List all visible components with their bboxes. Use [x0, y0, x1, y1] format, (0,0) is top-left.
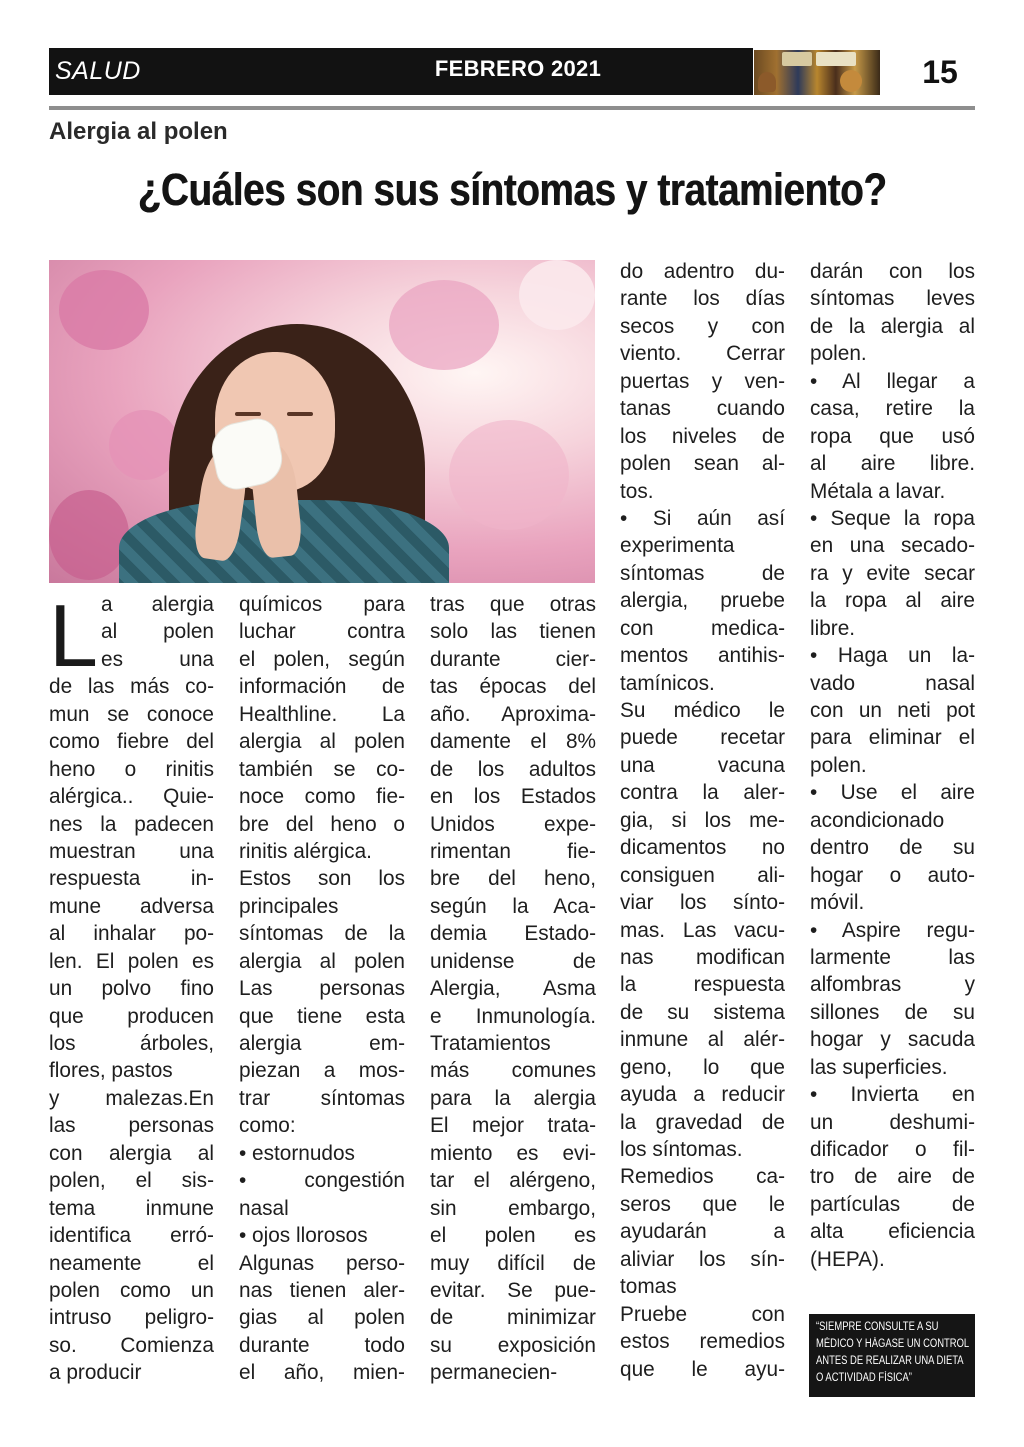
text-line: estos remedios — [620, 1330, 785, 1354]
text-line: heno o rinitis — [49, 757, 214, 781]
text-line: alérgica.. Quie- — [49, 785, 214, 809]
text-line: rante los días — [620, 287, 785, 311]
text-line: las personas — [49, 1114, 214, 1138]
text-line: mentos antihis- — [620, 644, 785, 668]
text-line: • congestión — [239, 1169, 405, 1193]
text-line: • Al llegar a — [810, 369, 975, 393]
text-line: principales — [239, 894, 339, 918]
text-line: intruso peligro- — [49, 1306, 214, 1330]
text-line: geno, lo que — [620, 1055, 785, 1079]
text-line: seros que le — [620, 1192, 785, 1216]
text-line: tro de aire de — [810, 1165, 975, 1189]
text-line: e Inmunología. — [430, 1004, 596, 1028]
text-line: síntomas de la — [239, 922, 405, 946]
text-line: aliviar los sín- — [620, 1247, 785, 1271]
text-line: más comunes — [430, 1059, 596, 1083]
callout-line: MÉDICO Y HÁGASE UN CONTROL — [816, 1338, 970, 1350]
text-line: dicamentos no — [620, 836, 785, 860]
text-column-2 — [239, 591, 405, 1387]
text-line: ropa que usó — [810, 424, 975, 448]
text-line: • estornudos — [239, 1141, 355, 1165]
text-line: tema inmune — [49, 1196, 214, 1220]
text-line: gias al polen — [239, 1306, 405, 1330]
text-line: nas modifican — [620, 945, 785, 969]
text-line: polen. — [810, 753, 867, 777]
text-line: durante cier- — [430, 647, 596, 671]
text-line: damente el 8% — [430, 730, 596, 754]
text-line: de los adultos — [430, 757, 596, 781]
header-rule — [49, 106, 975, 110]
text-line: • Invierta en — [810, 1083, 975, 1107]
text-line: darán con los — [810, 260, 975, 283]
text-line: es una — [101, 647, 214, 671]
text-line: ayuda a reducir — [620, 1083, 785, 1107]
text-line: con medica- — [620, 616, 785, 640]
text-line: hogar y sacuda — [810, 1028, 975, 1052]
text-line: a alergia — [101, 593, 214, 616]
text-line: bre del heno, — [430, 867, 596, 891]
text-line: tar el alérgeno, — [430, 1169, 596, 1193]
text-line: de la alergia al — [810, 314, 975, 338]
text-line: Estos son los — [239, 867, 405, 891]
text-line: en una secado- — [810, 534, 975, 558]
text-line: casa, retire la — [810, 397, 975, 421]
text-line: Remedios ca- — [620, 1165, 785, 1189]
text-line: polen. — [810, 342, 867, 366]
text-line: de minimizar — [430, 1306, 596, 1330]
text-line: Pruebe con — [620, 1302, 785, 1326]
text-line: noce como fie- — [239, 785, 405, 809]
text-line: su exposición — [430, 1333, 596, 1357]
text-line: los niveles de — [620, 424, 785, 448]
text-line: rimentan fie- — [430, 839, 596, 863]
text-line: alergia al polen — [239, 949, 405, 973]
text-line: • ojos llorosos — [239, 1224, 368, 1248]
text-line: len. El polen es — [49, 949, 214, 973]
text-line: químicos para — [239, 593, 405, 616]
text-line: tomas — [620, 1275, 677, 1299]
text-line: bre del heno o — [239, 812, 405, 836]
text-line: trar síntomas — [239, 1086, 405, 1110]
text-line: acondicionado — [810, 808, 945, 832]
text-line: polen sean al- — [620, 452, 785, 476]
text-line: dificador o fil- — [810, 1138, 975, 1161]
text-line: libre. — [810, 616, 856, 640]
text-line: ra y evite secar — [810, 561, 975, 585]
text-line: de las más co- — [49, 675, 214, 699]
text-line: al inhalar po- — [49, 922, 214, 946]
text-line: puertas y ven- — [620, 369, 785, 393]
text-line: alergia em- — [239, 1032, 405, 1055]
text-line: que tiene esta — [239, 1004, 405, 1028]
text-line: con alergia al — [49, 1141, 214, 1165]
article-kicker: Alergia al polen — [49, 118, 228, 145]
text-line: piezan a mos- — [239, 1059, 405, 1083]
drop-cap: L — [49, 586, 98, 685]
text-line: mas. Las vacu- — [620, 918, 785, 942]
text-line: Alergia, Asma — [430, 977, 596, 1001]
text-line: consiguen ali- — [620, 863, 785, 887]
text-line: tos. — [620, 479, 654, 503]
text-line: • Haga un la- — [810, 644, 975, 668]
text-line: alfombras y — [810, 973, 975, 997]
callout-line: O ACTIVIDAD FÍSICA” — [816, 1372, 912, 1384]
text-line: hogar o auto- — [810, 863, 975, 887]
text-line: • Use el aire — [810, 781, 975, 805]
text-line: la respuesta — [620, 973, 785, 997]
text-line: que producen — [49, 1004, 214, 1028]
text-line: las superficies. — [810, 1055, 948, 1079]
text-line: un deshumi- — [810, 1110, 975, 1134]
text-line: mun se conoce — [49, 702, 214, 726]
text-line: luchar contra — [239, 620, 405, 644]
text-line: Algunas perso- — [239, 1251, 405, 1275]
text-line: Healthline. La — [239, 702, 405, 726]
text-line: do adentro du- — [620, 260, 785, 283]
text-line: Tratamientos — [430, 1032, 551, 1055]
text-line: partículas de — [810, 1192, 975, 1216]
text-line: solo las tienen — [430, 620, 596, 644]
article-photo — [49, 260, 595, 583]
text-line: información de — [239, 675, 405, 699]
text-line: al aire libre. — [810, 452, 975, 476]
text-line: • Seque la ropa — [810, 506, 975, 530]
text-line: Métala a lavar. — [810, 479, 946, 503]
text-line: síntomas leves — [810, 287, 975, 311]
text-line: para eliminar el — [810, 726, 975, 750]
text-line: vado nasal — [810, 671, 975, 695]
text-line: y malezas.En — [49, 1086, 214, 1110]
text-line: sillones de su — [810, 1000, 975, 1024]
text-column-1 — [49, 586, 214, 1387]
text-line: la gravedad de — [620, 1110, 785, 1134]
text-line: evitar. Se pue- — [430, 1278, 596, 1302]
text-line: un polvo fino — [49, 977, 214, 1001]
text-line: permanecien- — [430, 1361, 558, 1385]
text-line: Las personas — [239, 977, 405, 1001]
text-line: el polen, según — [239, 647, 405, 671]
text-column-4 — [620, 258, 785, 1383]
text-line: sin embargo, — [430, 1196, 596, 1220]
text-line: so. Comienza — [49, 1333, 214, 1357]
text-line: que le ayu- — [620, 1357, 785, 1381]
text-line: año. Aproxima- — [430, 702, 596, 726]
text-line: dentro de su — [810, 836, 975, 860]
text-line: mune adversa — [49, 894, 214, 918]
issue-date: FEBRERO 2021 — [434, 56, 602, 81]
callout-line: ANTES DE REALIZAR UNA DIETA — [816, 1355, 964, 1367]
text-line: como fiebre del — [49, 730, 214, 754]
text-line: puede recetar — [620, 726, 785, 750]
text-line: tras que otras — [430, 593, 596, 616]
text-line: polen como un — [49, 1278, 214, 1302]
text-line: larmente las — [810, 945, 975, 969]
text-column-3 — [430, 591, 596, 1387]
text-line: una vacuna — [620, 753, 785, 777]
text-line: en los Estados — [430, 785, 596, 809]
text-line: durante todo — [239, 1333, 405, 1357]
text-line: los árboles, — [49, 1032, 214, 1055]
text-line: como: — [239, 1114, 296, 1138]
text-line: gia, si los me- — [620, 808, 785, 832]
text-line: con un neti pot — [810, 699, 975, 722]
text-column-5 — [810, 258, 975, 1273]
header-bar — [49, 48, 753, 95]
text-line: secos y con — [620, 314, 785, 338]
text-line: los síntomas. — [620, 1138, 743, 1161]
text-line: de su sistema — [620, 1000, 785, 1024]
text-line: muy difícil de — [430, 1251, 596, 1275]
text-line: experimenta — [620, 534, 735, 558]
text-line: nas tienen aler- — [239, 1278, 405, 1302]
text-line: también se co- — [239, 757, 405, 781]
text-line: neamente el — [49, 1251, 214, 1275]
magazine-logo — [754, 50, 880, 95]
advice-callout — [809, 1314, 975, 1397]
text-line: alta eficiencia — [810, 1220, 975, 1244]
text-line: viento. Cerrar — [620, 342, 785, 366]
text-line: móvil. — [810, 891, 865, 915]
page-number: 15 — [922, 54, 958, 90]
article-headline: ¿Cuáles son sus síntomas y tratamiento? — [137, 164, 887, 215]
text-line: flores, pastos — [49, 1059, 173, 1083]
text-line: contra la aler- — [620, 781, 785, 805]
text-line: para la alergia — [430, 1086, 596, 1110]
text-line: el año, mien- — [239, 1361, 405, 1385]
text-line: la ropa al aire — [810, 589, 975, 613]
text-line: el polen es — [430, 1224, 596, 1248]
text-line: unidense de — [430, 949, 596, 973]
text-line: El mejor trata- — [430, 1114, 596, 1138]
text-line: alergia, pruebe — [620, 589, 785, 613]
text-line: ayudarán a — [620, 1220, 785, 1244]
text-line: muestran una — [49, 839, 214, 863]
text-line: nes la padecen — [49, 812, 214, 836]
text-line: • Si aún así — [620, 506, 785, 530]
section-label: SALUD — [55, 57, 141, 85]
text-line: demia Estado- — [430, 922, 596, 946]
text-line: nasal — [239, 1196, 289, 1220]
text-line: Unidos expe- — [430, 812, 596, 836]
text-line: tamínicos. — [620, 671, 715, 695]
text-line: síntomas de — [620, 561, 785, 585]
callout-line: “SIEMPRE CONSULTE A SU — [816, 1321, 939, 1333]
text-line: tanas cuando — [620, 397, 785, 421]
text-line: rinitis alérgica. — [239, 839, 372, 863]
text-line: según la Aca- — [430, 894, 596, 918]
text-line: al polen — [101, 620, 214, 644]
text-line: respuesta in- — [49, 867, 214, 891]
text-line: inmune al alér- — [620, 1028, 785, 1052]
text-line: polen, el sis- — [49, 1169, 214, 1193]
text-line: viar los sínto- — [620, 891, 785, 915]
text-line: tas épocas del — [430, 675, 596, 699]
text-line: a producir — [49, 1361, 142, 1385]
text-line: identifica erró- — [49, 1224, 214, 1248]
text-line: Su médico le — [620, 699, 785, 722]
text-line: alergia al polen — [239, 730, 405, 754]
text-line: miento es evi- — [430, 1141, 596, 1165]
text-line: (HEPA). — [810, 1247, 885, 1271]
text-line: • Aspire regu- — [810, 918, 975, 942]
